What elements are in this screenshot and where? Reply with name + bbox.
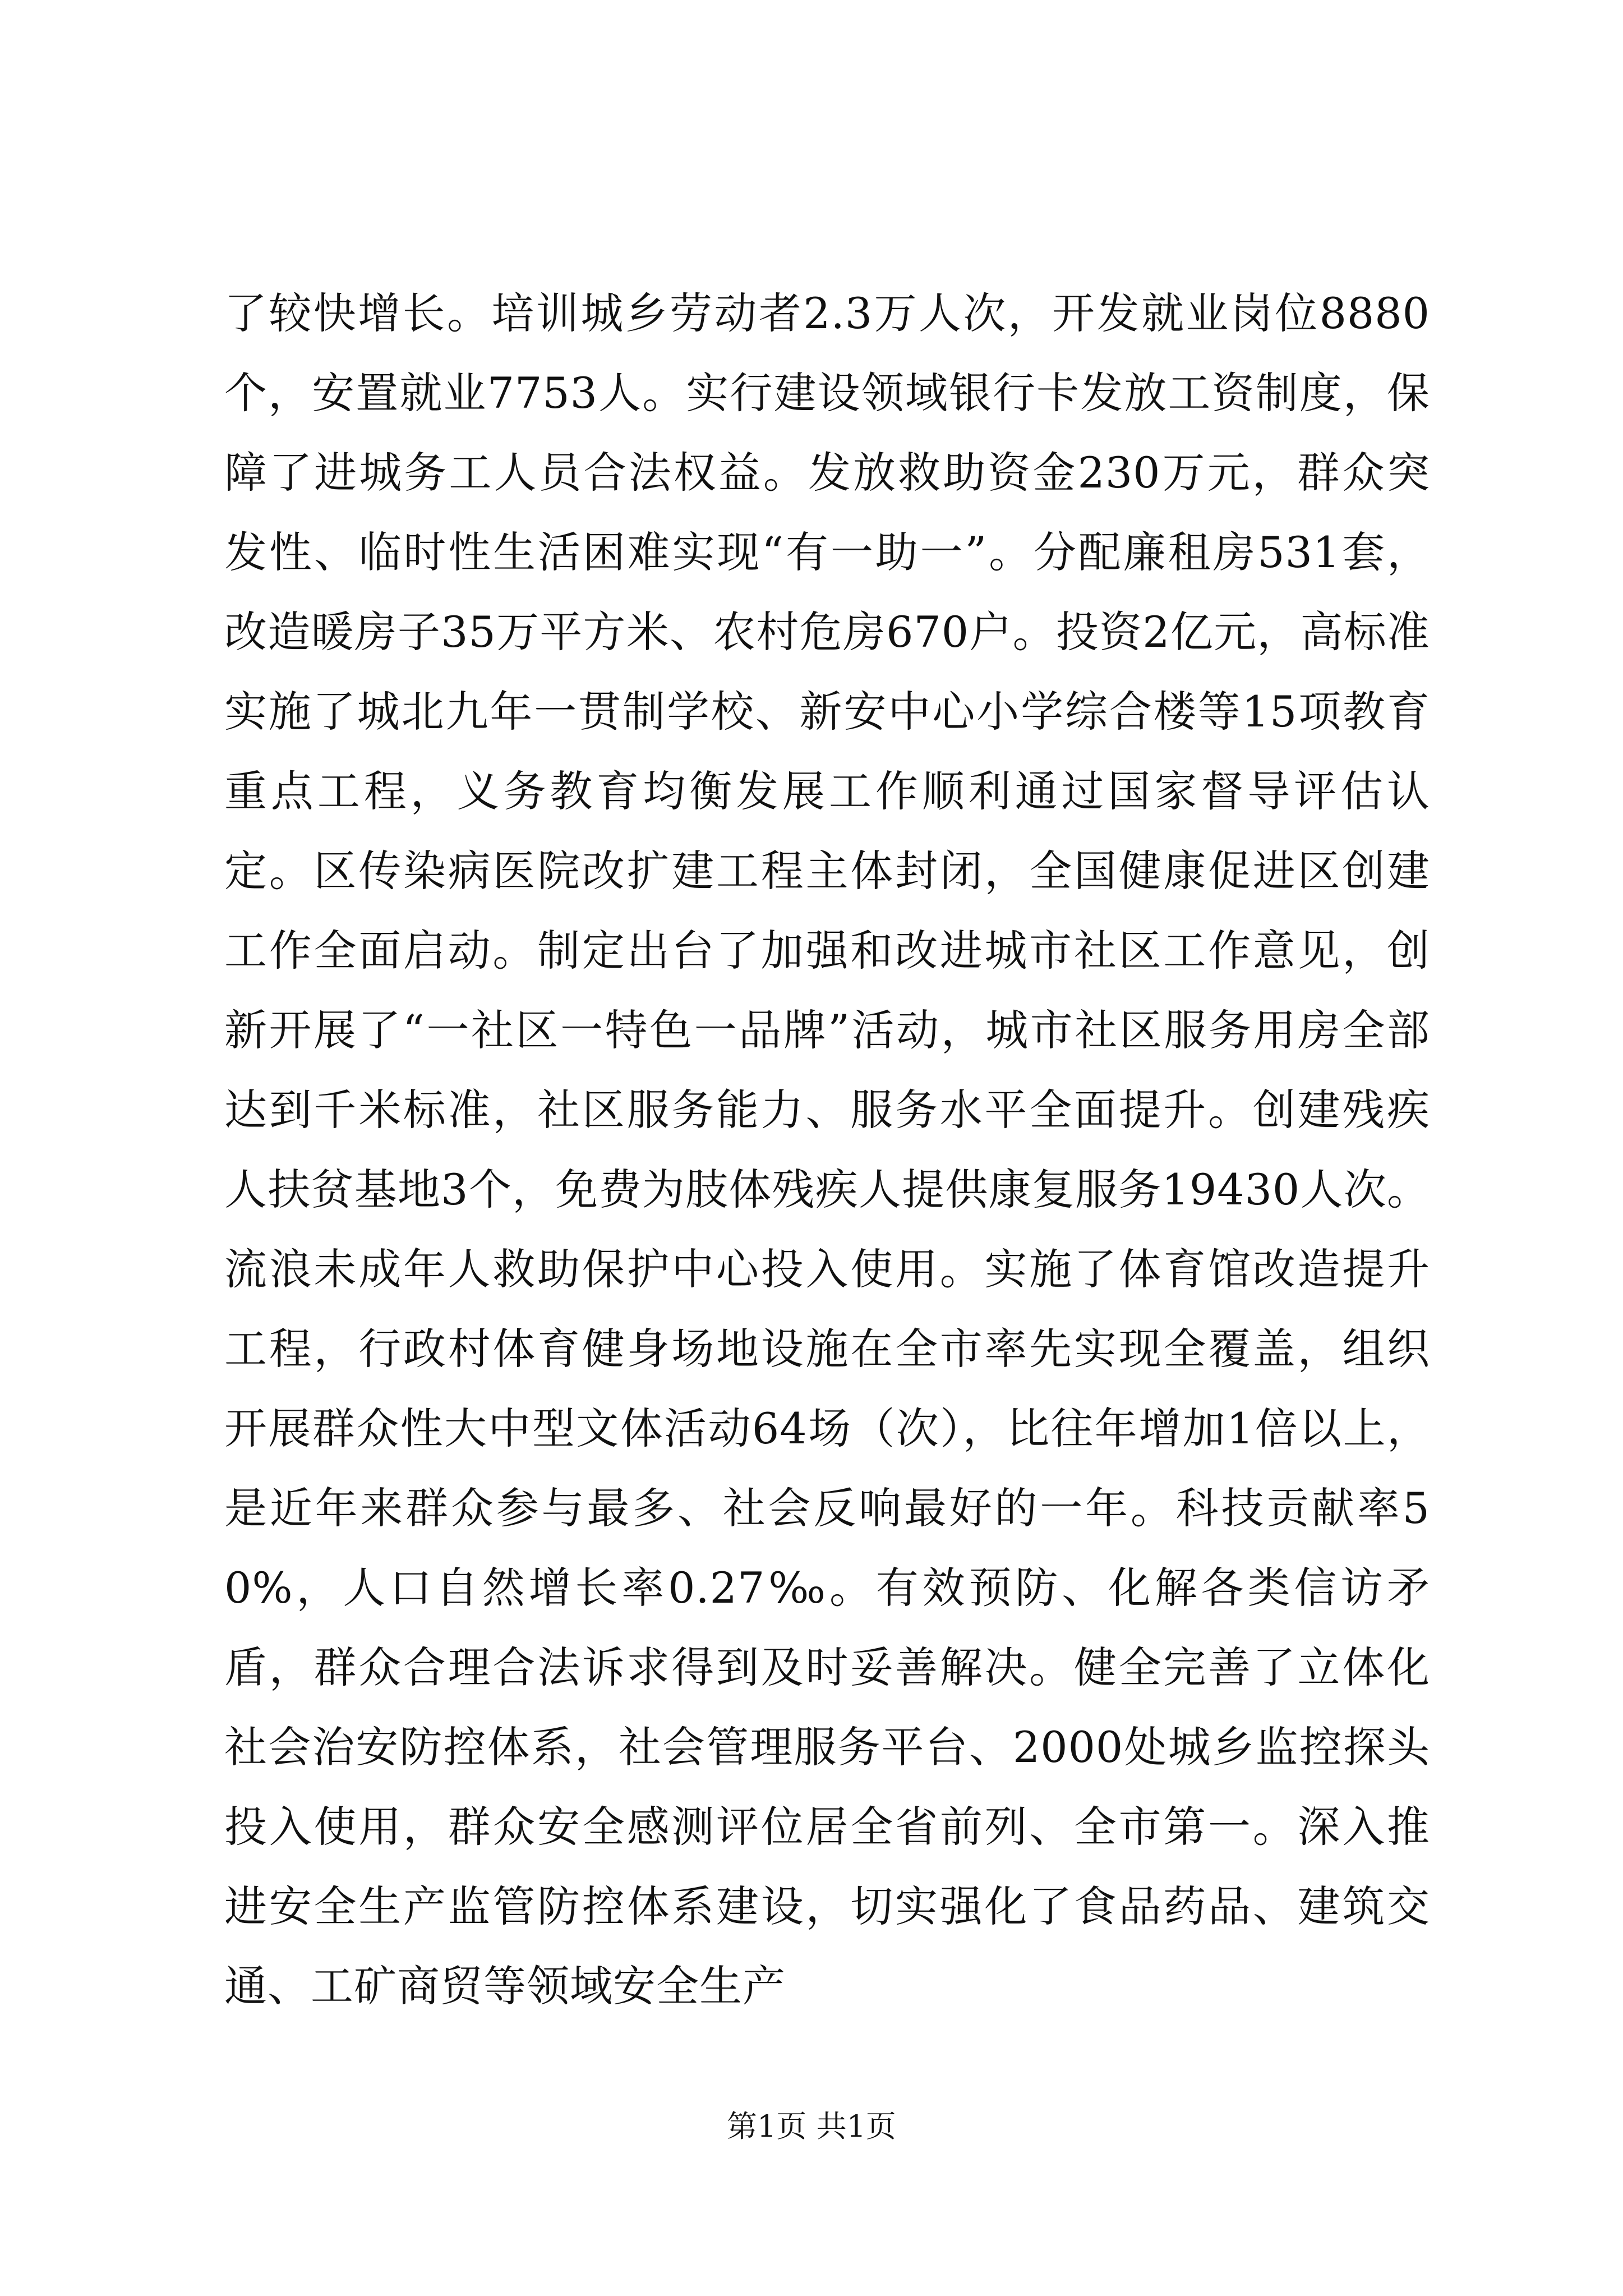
- page-footer: 第1页 共1页: [727, 2109, 896, 2144]
- body-paragraph: 了较快增长。培训城乡劳动者2.3万人次，开发就业岗位8880个，安置就业7753人。实行建设领域银行卡发放工资制度，保障了进城务工人员合法权益。发放救助资金230万元，群众突发性、临时性生活困难实现“有一助一”。分配廉租房531套，改造暖房子35万平方米、农村危房670户。投资2亿元，高标准实施了城北九年一贯制学校、新安中心小学综合楼等15项教育重点工程，义务教育均衡发展工作顺利通过国家督导评估认定。区传染病医院改扩建工程主体封闭，全国健康促进区创建工作全面启动。制定出台了加强和改进城市社区工作意见，创新开展了“一社区一特色一品牌”活动，城市社区服务用房全部达到千米标准，社区服务能力、服务水平全面提升。创建残疾人扶贫基地3个，免费为肢体残疾人提供康复服务19430人次。流浪未成年人救助保护中心投入使用。实施了体育馆改造提升工程，行政村体育健身场地设施在全市率先实现全覆盖，组织开展群众性大中型文体活动64场（次），比往年增加1倍以上，是近年来群众参与最多、社会反响最好的一年。科技贡献率50%，人口自然增长率0.27‰。有效预防、化解各类信访矛盾，群众合理合法诉求得到及时妥善解决。健全完善了立体化社会治安防控体系，社会管理服务平台、2000处城乡监控探头投入使用，群众安全感测评位居全省前列、全市第一。深入推进安全生产监管防控体系建设，切实强化了食品药品、建筑交通、工矿商贸等领域安全生产: [224, 288, 1430, 2011]
